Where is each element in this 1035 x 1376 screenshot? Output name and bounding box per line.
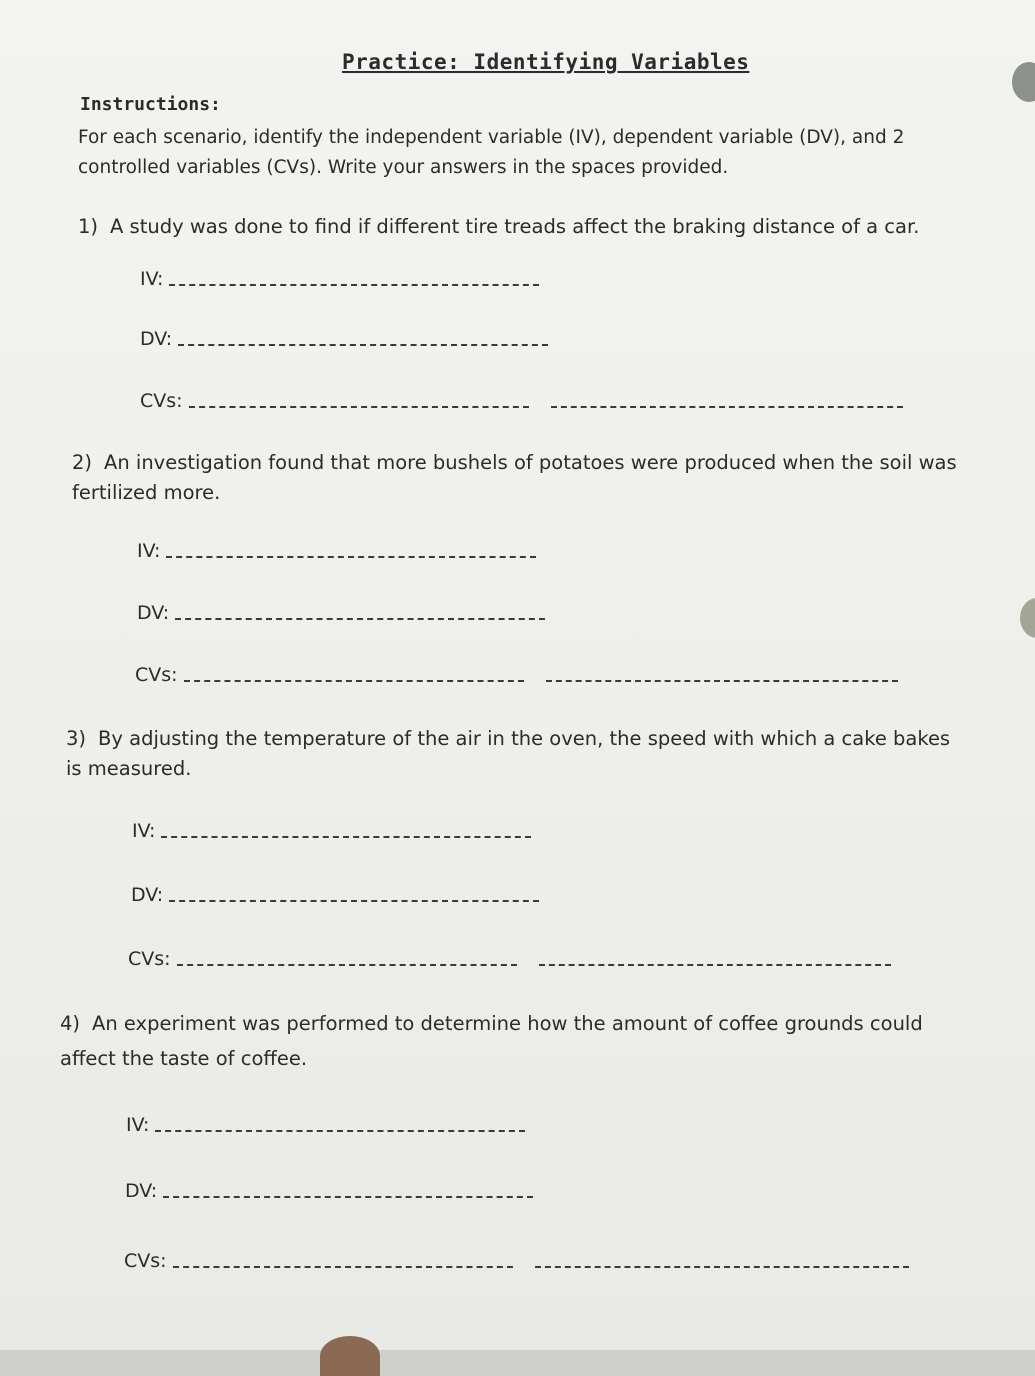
question-text: An investigation found that more bushels of potatoes were produced when the soil was fertilized more. bbox=[72, 451, 957, 504]
question-2 bbox=[72, 448, 972, 508]
question-1 bbox=[78, 212, 978, 242]
dv-answer-blank[interactable] bbox=[163, 1196, 533, 1198]
thumb bbox=[320, 1336, 380, 1376]
cv2-answer-blank[interactable] bbox=[551, 406, 903, 408]
iv-answer-row bbox=[126, 1114, 525, 1136]
dv-label: DV: bbox=[131, 884, 164, 906]
question-text: A study was done to find if different tire treads affect the braking distance of a car. bbox=[110, 215, 920, 238]
dv-answer-row bbox=[125, 1180, 533, 1202]
question-text: An experiment was performed to determine how the amount of coffee grounds could affect the taste of coffee. bbox=[60, 1012, 923, 1070]
page-title: Practice: Identifying Variables bbox=[342, 50, 750, 74]
dv-label: DV: bbox=[125, 1180, 158, 1202]
iv-answer-blank[interactable] bbox=[169, 284, 539, 286]
question-text: By adjusting the temperature of the air in the oven, the speed with which a cake bakes is measured. bbox=[66, 727, 951, 780]
iv-answer-row bbox=[132, 820, 531, 842]
binder-hole bbox=[1012, 62, 1035, 102]
iv-label: IV: bbox=[126, 1114, 150, 1136]
cv2-answer-blank[interactable] bbox=[546, 680, 898, 682]
cv1-answer-blank[interactable] bbox=[189, 406, 529, 408]
cvs-label: CVs: bbox=[124, 1250, 167, 1272]
cvs-answer-row bbox=[124, 1250, 909, 1272]
dv-label: DV: bbox=[140, 328, 173, 350]
dv-answer-row bbox=[131, 884, 539, 906]
cvs-label: CVs: bbox=[135, 664, 178, 686]
question-number: 2) bbox=[72, 451, 93, 474]
cvs-answer-row bbox=[140, 390, 903, 412]
iv-answer-blank[interactable] bbox=[161, 836, 531, 838]
iv-answer-blank[interactable] bbox=[166, 556, 536, 558]
dv-answer-blank[interactable] bbox=[175, 618, 545, 620]
cv1-answer-blank[interactable] bbox=[173, 1266, 513, 1268]
question-4 bbox=[60, 1006, 960, 1076]
iv-label: IV: bbox=[132, 820, 156, 842]
iv-answer-blank[interactable] bbox=[155, 1130, 525, 1132]
instructions-text: For each scenario, identify the independent variable (IV), dependent variable (DV), and 2 controlled variables (CVs). Write your answers in the spaces provided. bbox=[78, 127, 905, 178]
cvs-answer-row bbox=[135, 664, 898, 686]
cv2-answer-blank[interactable] bbox=[539, 964, 891, 966]
cv1-answer-blank[interactable] bbox=[177, 964, 517, 966]
binder-hole bbox=[1020, 598, 1035, 638]
instructions-heading: Instructions: bbox=[80, 94, 221, 115]
iv-answer-row bbox=[140, 268, 539, 290]
iv-label: IV: bbox=[140, 268, 164, 290]
dv-label: DV: bbox=[137, 602, 170, 624]
question-number: 3) bbox=[66, 727, 87, 750]
dv-answer-row bbox=[140, 328, 548, 350]
cvs-label: CVs: bbox=[128, 948, 171, 970]
question-3 bbox=[66, 724, 956, 784]
dv-answer-blank[interactable] bbox=[178, 344, 548, 346]
iv-label: IV: bbox=[137, 540, 161, 562]
dv-answer-row bbox=[137, 602, 545, 624]
cv1-answer-blank[interactable] bbox=[184, 680, 524, 682]
dv-answer-blank[interactable] bbox=[169, 900, 539, 902]
cvs-label: CVs: bbox=[140, 390, 183, 412]
iv-answer-row bbox=[137, 540, 536, 562]
cv2-answer-blank[interactable] bbox=[535, 1266, 909, 1268]
question-number: 1) bbox=[78, 215, 99, 238]
cvs-answer-row bbox=[128, 948, 891, 970]
question-number: 4) bbox=[60, 1012, 81, 1035]
